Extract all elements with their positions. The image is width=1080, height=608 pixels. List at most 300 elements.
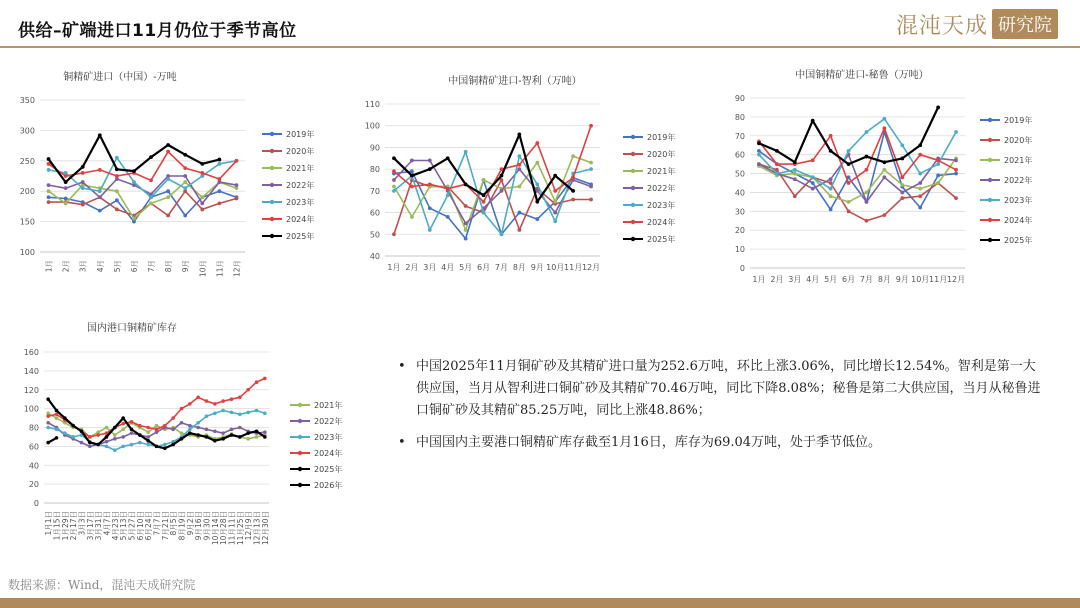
legend-marker — [988, 218, 992, 222]
data-point — [205, 428, 209, 432]
data-point — [146, 430, 150, 434]
data-point — [882, 126, 886, 130]
data-point — [428, 159, 432, 163]
chart-title: 中国铜精矿进口-秘鲁（万吨） — [795, 70, 929, 81]
chart-copper-import-peru — [722, 62, 1057, 287]
x-tick-label: 10月28日 — [219, 511, 229, 546]
x-tick-label: 4月 — [806, 275, 820, 284]
data-point — [183, 153, 187, 157]
data-point — [230, 411, 234, 415]
y-tick-label: 90 — [734, 94, 745, 103]
data-point — [188, 424, 192, 428]
data-point — [183, 186, 187, 190]
data-point — [205, 399, 209, 403]
legend-marker — [988, 118, 992, 122]
data-point — [410, 185, 414, 189]
data-point — [196, 421, 200, 425]
data-point — [571, 154, 575, 158]
data-point — [64, 197, 68, 201]
x-tick-label: 2月17日 — [69, 511, 79, 541]
x-tick-label: 7月21日 — [160, 511, 170, 541]
data-point — [138, 433, 142, 437]
y-tick-label: 160 — [23, 348, 39, 357]
data-point — [217, 158, 221, 162]
series-line — [49, 152, 237, 181]
data-point — [464, 222, 468, 226]
data-point — [263, 435, 267, 439]
data-point — [121, 416, 125, 420]
x-tick-label: 9月 — [181, 260, 191, 273]
data-point — [775, 162, 779, 166]
x-tick-label: 8月5日 — [169, 511, 179, 536]
data-point — [535, 200, 539, 204]
y-tick-label: 20 — [734, 226, 745, 236]
data-point — [793, 194, 797, 198]
data-point — [954, 158, 958, 162]
legend-marker — [270, 183, 274, 187]
x-tick-label: 5月 — [459, 263, 473, 272]
data-point — [428, 206, 432, 210]
data-point — [163, 443, 167, 447]
data-point — [200, 162, 204, 166]
legend-marker — [988, 138, 992, 142]
legend-label: 2022年 — [286, 181, 315, 190]
data-point — [98, 133, 102, 137]
data-point — [115, 167, 119, 171]
data-point — [882, 213, 886, 217]
x-tick-label: 7月 — [147, 260, 157, 273]
y-tick-label: 20 — [28, 480, 39, 490]
bullet-text: 中国2025年11月铜矿砂及其精矿进口量为252.6万吨，环比上涨3.06%，同比增长12.54%。智利是第一大供应国，当月从智利进口铜矿砂及其精矿70.46万吨，同比下降8.08%；秘鲁是第二大供应国，当月从秘鲁进口铜矿砂及其精矿85.25万吨，同比上涨48.86%； — [416, 359, 1041, 418]
data-point — [205, 435, 209, 439]
data-point — [464, 228, 468, 232]
data-point — [918, 206, 922, 210]
data-point — [775, 172, 779, 176]
data-point — [188, 402, 192, 406]
data-point — [392, 178, 396, 182]
data-point — [255, 435, 259, 439]
x-tick-label: 4月7日 — [102, 511, 112, 536]
y-tick-label: 120 — [23, 385, 39, 395]
data-point — [811, 158, 815, 162]
data-point — [81, 165, 85, 169]
data-point — [936, 174, 940, 178]
data-point — [553, 189, 557, 193]
data-point — [954, 168, 958, 172]
data-point — [149, 195, 153, 199]
legend-marker — [270, 132, 274, 136]
data-point — [180, 437, 184, 441]
data-point — [163, 424, 167, 428]
data-point — [81, 203, 85, 207]
data-point — [482, 211, 486, 215]
data-point — [811, 175, 815, 179]
x-tick-label: 1月1日 — [44, 511, 54, 536]
legend-marker — [270, 234, 274, 238]
chart-copper-import-chile — [355, 68, 685, 288]
bullet-text: 中国国内主要港口铜精矿库存截至1月16日，库存为69.04万吨，处于季节低位。 — [416, 435, 882, 450]
x-tick-label: 9月 — [895, 275, 909, 284]
data-point — [936, 158, 940, 162]
data-point — [757, 141, 761, 145]
y-tick-label: 60 — [369, 208, 380, 218]
data-point — [163, 446, 167, 450]
legend-label: 2023年 — [314, 433, 343, 442]
x-tick-label: 6月10日 — [135, 511, 145, 541]
data-point — [55, 436, 59, 440]
data-point — [553, 211, 557, 215]
data-point — [517, 133, 521, 137]
legend-marker — [270, 149, 274, 153]
data-point — [46, 441, 50, 445]
data-point — [132, 217, 136, 221]
bullet-item — [398, 432, 1048, 454]
y-tick-label: 10 — [734, 245, 745, 255]
data-point — [149, 155, 153, 159]
footer-bar — [0, 598, 1080, 608]
data-point — [230, 397, 234, 401]
legend-label: 2021年 — [647, 167, 676, 176]
y-tick-label: 110 — [364, 100, 380, 109]
data-point — [88, 445, 92, 449]
data-point — [882, 117, 886, 121]
x-tick-label: 1月29日 — [60, 511, 70, 541]
y-tick-label: 0 — [33, 499, 39, 508]
data-point — [500, 174, 504, 178]
data-point — [115, 198, 119, 202]
data-point — [589, 185, 593, 189]
data-point — [121, 422, 125, 426]
data-point — [105, 440, 109, 444]
data-point — [183, 166, 187, 170]
x-tick-label: 3月31日 — [94, 511, 104, 541]
data-point — [918, 143, 922, 147]
data-point — [98, 209, 102, 213]
data-point — [196, 396, 200, 400]
legend-marker — [988, 178, 992, 182]
data-point — [900, 143, 904, 147]
data-point — [180, 421, 184, 425]
legend-marker — [270, 200, 274, 204]
legend-label: 2025年 — [314, 465, 343, 474]
logo-text: 混沌天成 — [895, 13, 988, 39]
data-point — [200, 195, 204, 199]
legend-marker — [298, 467, 302, 471]
legend-label: 2022年 — [314, 417, 343, 426]
x-tick-label: 12月 — [232, 260, 242, 278]
x-tick-label: 8月 — [164, 260, 174, 273]
data-point — [71, 424, 75, 428]
data-point — [392, 169, 396, 173]
legend-marker — [631, 203, 635, 207]
x-tick-label: 10月 — [198, 260, 208, 278]
data-point — [847, 162, 851, 166]
data-point — [213, 429, 217, 433]
data-point — [500, 189, 504, 193]
data-point — [900, 175, 904, 179]
x-tick-label: 7月 — [494, 263, 509, 272]
data-point — [829, 208, 833, 212]
x-tick-label: 7月7日 — [152, 511, 162, 536]
legend-marker — [631, 135, 635, 139]
bullet-item — [398, 356, 1048, 422]
data-point — [46, 414, 50, 418]
data-point — [105, 426, 109, 430]
legend-marker — [270, 166, 274, 170]
data-point — [113, 437, 117, 441]
data-point — [255, 409, 259, 413]
data-point — [571, 176, 575, 180]
data-point — [188, 428, 192, 432]
data-point — [517, 154, 521, 158]
chart-title: 国内港口铜精矿库存 — [87, 323, 177, 334]
legend-label: 2025年 — [647, 235, 676, 244]
data-point — [757, 162, 761, 166]
data-point — [246, 411, 250, 415]
data-point — [238, 412, 242, 416]
y-tick-label: 100 — [364, 121, 380, 131]
x-tick-label: 8月 — [877, 275, 891, 284]
y-tick-label: 50 — [734, 169, 745, 179]
company-logo — [896, 8, 1058, 40]
data-point — [146, 435, 150, 439]
data-point — [130, 431, 134, 435]
data-point — [482, 200, 486, 204]
data-point — [205, 414, 209, 418]
data-point — [464, 237, 468, 241]
source-note: 数据来源：Wind，混沌天成研究院 — [8, 578, 196, 592]
legend-marker — [988, 238, 992, 242]
data-point — [263, 412, 267, 416]
data-point — [138, 441, 142, 445]
data-point — [183, 180, 187, 184]
data-point — [847, 200, 851, 204]
chart-svg-peru — [722, 62, 1057, 287]
x-tick-label: 4月 — [95, 260, 105, 273]
x-tick-label: 5月 — [824, 275, 838, 284]
data-point — [132, 169, 136, 173]
chart-title: 中国铜精矿进口-智利（万吨） — [448, 76, 582, 87]
data-point — [55, 409, 59, 413]
data-point — [221, 431, 225, 435]
data-point — [46, 397, 50, 401]
x-tick-label: 4月23日 — [110, 511, 120, 541]
data-point — [98, 168, 102, 172]
chart-svg-chile — [355, 68, 685, 288]
data-point — [446, 187, 450, 191]
data-point — [517, 211, 521, 215]
x-tick-label: 12月 — [946, 275, 966, 284]
x-tick-label: 11月11日 — [227, 511, 237, 546]
legend-marker — [631, 237, 635, 241]
chart-svg-china — [10, 58, 340, 283]
data-point — [213, 439, 217, 443]
data-point — [847, 209, 851, 213]
data-point — [47, 168, 51, 172]
legend-marker — [270, 217, 274, 221]
data-point — [235, 159, 239, 163]
data-point — [757, 149, 761, 153]
data-point — [553, 200, 557, 204]
data-point — [392, 232, 396, 236]
data-point — [64, 180, 68, 184]
y-tick-label: 200 — [19, 187, 35, 197]
data-point — [105, 435, 109, 439]
data-point — [410, 174, 414, 178]
data-point — [238, 435, 242, 439]
data-point — [155, 445, 159, 449]
data-point — [900, 157, 904, 161]
x-tick-label: 11月 — [564, 263, 583, 272]
data-point — [200, 208, 204, 212]
data-point — [155, 424, 159, 428]
data-point — [80, 441, 84, 445]
legend-label: 2024年 — [647, 218, 676, 227]
x-tick-label: 2月 — [770, 275, 784, 284]
x-tick-label: 12月13日 — [252, 511, 262, 546]
data-point — [918, 181, 922, 185]
x-tick-label: 3月3日 — [77, 511, 87, 536]
y-tick-label: 60 — [28, 442, 39, 452]
legend-label: 2025年 — [1004, 236, 1033, 245]
data-point — [811, 119, 815, 123]
data-point — [81, 171, 85, 175]
data-point — [918, 153, 922, 157]
data-point — [775, 149, 779, 153]
x-tick-label: 3月17日 — [85, 511, 95, 541]
data-point — [900, 183, 904, 187]
legend-label: 2025年 — [286, 232, 315, 241]
data-point — [121, 428, 125, 432]
data-point — [464, 150, 468, 154]
x-tick-label: 9月30日 — [202, 511, 212, 541]
data-point — [865, 219, 869, 223]
data-point — [865, 200, 869, 204]
legend-marker — [631, 152, 635, 156]
y-tick-label: 70 — [734, 131, 745, 141]
legend-marker — [988, 158, 992, 162]
data-point — [55, 428, 59, 432]
legend-label: 2021年 — [286, 164, 315, 173]
data-point — [589, 167, 593, 171]
data-point — [149, 178, 153, 182]
header-bar — [0, 0, 1080, 46]
data-point — [166, 143, 170, 147]
data-point — [130, 420, 134, 424]
legend-label: 2019年 — [1004, 116, 1033, 125]
data-point — [392, 185, 396, 189]
y-tick-label: 0 — [739, 264, 745, 273]
data-point — [553, 219, 557, 223]
data-point — [200, 171, 204, 175]
chart-port-inventory — [12, 318, 357, 553]
data-point — [180, 407, 184, 411]
x-tick-label: 1月15日 — [52, 511, 62, 541]
data-point — [200, 201, 204, 205]
data-point — [793, 168, 797, 172]
data-point — [166, 177, 170, 181]
data-point — [64, 174, 68, 178]
legend-label: 2024年 — [1004, 216, 1033, 225]
data-point — [105, 445, 109, 449]
data-point — [47, 183, 51, 187]
x-tick-label: 6月 — [841, 275, 856, 284]
data-point — [392, 189, 396, 193]
data-point — [64, 186, 68, 190]
data-point — [166, 189, 170, 193]
data-point — [865, 155, 869, 159]
data-point — [121, 435, 125, 439]
data-point — [64, 201, 68, 205]
data-point — [829, 134, 833, 138]
data-point — [954, 130, 958, 134]
legend-marker — [298, 419, 302, 423]
data-point — [63, 431, 67, 435]
data-point — [213, 412, 217, 416]
data-point — [410, 159, 414, 163]
data-point — [757, 153, 761, 157]
x-tick-label: 8月19日 — [177, 511, 187, 541]
data-point — [410, 215, 414, 219]
data-point — [149, 201, 153, 205]
y-tick-label: 350 — [19, 96, 35, 105]
series-line — [48, 399, 265, 448]
data-point — [246, 388, 250, 392]
data-point — [130, 443, 134, 447]
data-point — [47, 200, 51, 204]
data-point — [865, 168, 869, 172]
legend-label: 2023年 — [286, 198, 315, 207]
bullet-dot-icon: • — [398, 435, 406, 450]
data-point — [811, 181, 815, 185]
legend-label: 2020年 — [647, 150, 676, 159]
data-point — [171, 428, 175, 432]
legend-label: 2026年 — [314, 481, 343, 490]
data-point — [847, 149, 851, 153]
chart-title: 铜精矿进口（中国）-万吨 — [63, 72, 177, 83]
data-point — [213, 402, 217, 406]
data-point — [500, 232, 504, 236]
data-point — [47, 189, 51, 193]
data-point — [918, 187, 922, 191]
legend-marker — [631, 186, 635, 190]
data-point — [553, 174, 557, 178]
data-point — [166, 150, 170, 154]
data-point — [230, 428, 234, 432]
legend-label: 2024年 — [286, 215, 315, 224]
data-point — [88, 441, 92, 445]
data-point — [517, 228, 521, 232]
legend-label: 2019年 — [647, 133, 676, 142]
data-point — [146, 426, 150, 430]
y-tick-label: 100 — [19, 248, 35, 257]
data-point — [410, 169, 414, 173]
x-tick-label: 3月 — [78, 260, 88, 273]
x-tick-label: 5月13日 — [119, 511, 129, 541]
data-point — [55, 416, 59, 420]
series-line — [49, 135, 220, 182]
x-tick-label: 12月30日 — [260, 511, 270, 546]
data-point — [180, 431, 184, 435]
data-point — [464, 182, 468, 186]
data-point — [918, 194, 922, 198]
data-point — [793, 177, 797, 181]
data-point — [171, 443, 175, 447]
data-point — [113, 426, 117, 430]
data-point — [238, 396, 242, 400]
legend-label: 2024年 — [314, 449, 343, 458]
data-point — [954, 196, 958, 200]
